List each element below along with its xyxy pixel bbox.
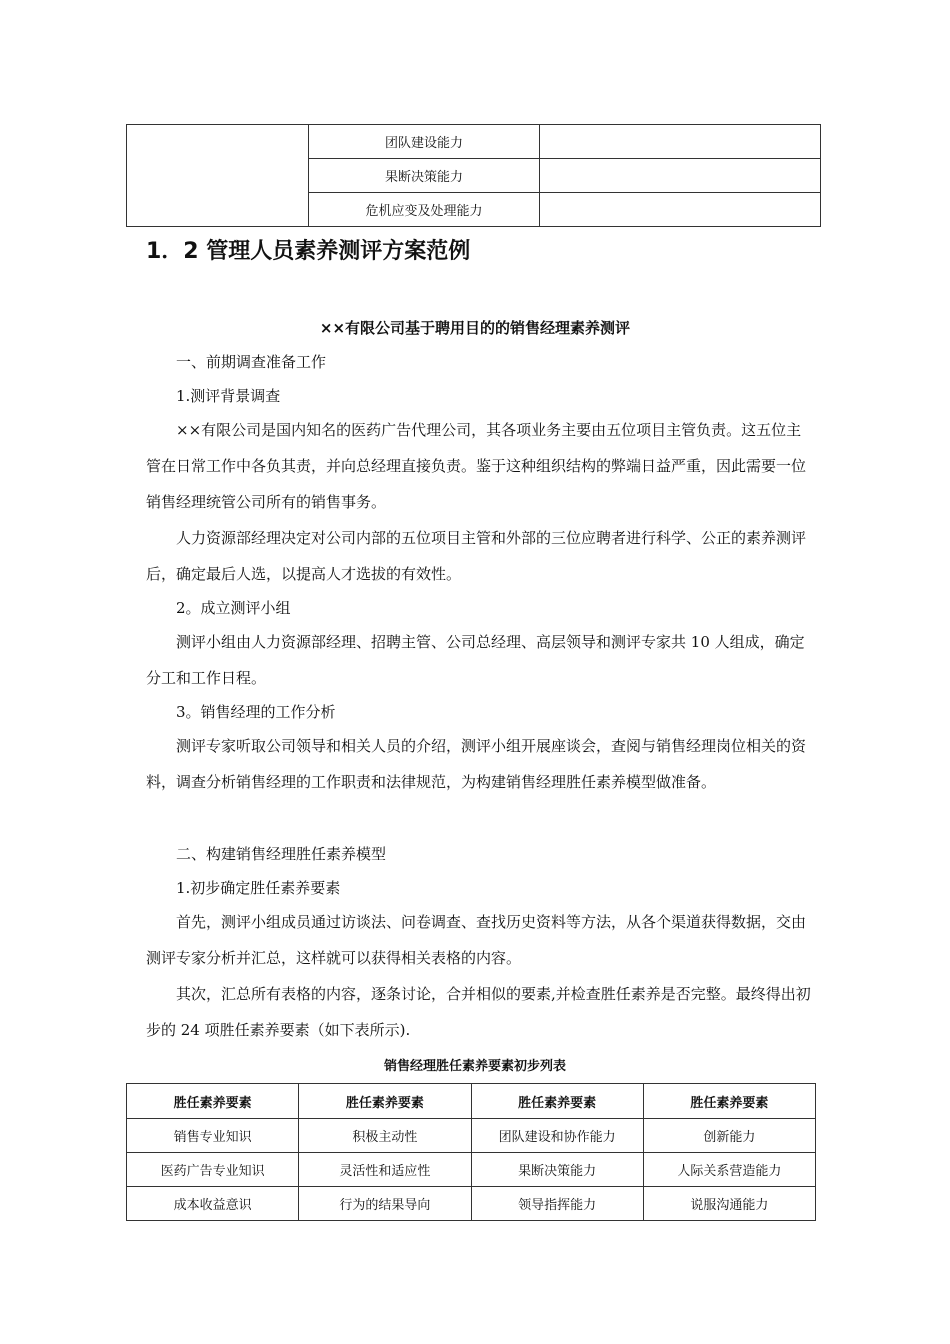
table-cell: 医药广告专业知识 xyxy=(127,1153,299,1187)
column-header: 胜任素养要素 xyxy=(643,1084,815,1119)
table-cell: 人际关系营造能力 xyxy=(643,1153,815,1187)
table-cell: 说服沟通能力 xyxy=(643,1187,815,1221)
merged-category-cell xyxy=(127,125,309,227)
document-title: ××有限公司基于聘用目的的销售经理素养测评 xyxy=(319,319,631,337)
table-cell: 领导指挥能力 xyxy=(471,1187,643,1221)
table-cell: 销售专业知识 xyxy=(127,1119,299,1153)
column-header: 胜任素养要素 xyxy=(299,1084,471,1119)
paragraph: 3。销售经理的工作分析 xyxy=(176,703,336,721)
empty-cell xyxy=(540,159,821,193)
column-header: 胜任素养要素 xyxy=(127,1084,299,1119)
paragraph: 1.测评背景调查 xyxy=(176,387,281,405)
continued-competency-table xyxy=(126,124,821,227)
table-cell: 积极主动性 xyxy=(299,1119,471,1153)
table-cell: 危机应变及处理能力 xyxy=(309,193,540,227)
table-cell: 果断决策能力 xyxy=(309,159,540,193)
paragraph: 测评专家听取公司领导和相关人员的介绍，测评小组开展座谈会，查阅与销售经理岗位相关的资料，调查分析销售经理的工作职责和法律规范，为构建销售经理胜任素养模型做准备。 xyxy=(146,737,807,791)
table-cell: 灵活性和适应性 xyxy=(299,1153,471,1187)
table-cell: 果断决策能力 xyxy=(471,1153,643,1187)
table-cell: 团队建设能力 xyxy=(309,125,540,159)
column-header: 胜任素养要素 xyxy=(471,1084,643,1119)
table-row xyxy=(127,1187,816,1221)
paragraph: 首先，测评小组成员通过访谈法、问卷调查、查找历史资料等方法，从各个渠道获得数据，交由测评专家分析并汇总，这样就可以获得相关表格的内容。 xyxy=(146,913,807,967)
table-caption: 销售经理胜任素养要素初步列表 xyxy=(383,1059,566,1074)
paragraph: 一、前期调查准备工作 xyxy=(176,353,327,371)
paragraph: 其次，汇总所有表格的内容，逐条讨论，合并相似的要素,并检查胜任素养是否完整。最终得出初步的 24 项胜任素养要素（如下表所示). xyxy=(146,985,811,1039)
empty-cell xyxy=(540,193,821,227)
paragraph: 人力资源部经理决定对公司内部的五位项目主管和外部的三位应聘者进行科学、公正的素养测评后，确定最后人选，以提高人才选拔的有效性。 xyxy=(146,529,807,583)
table-row xyxy=(127,1153,816,1187)
table-cell: 行为的结果导向 xyxy=(299,1187,471,1221)
section-heading: 1．2 管理人员素养测评方案范例 xyxy=(146,239,471,264)
paragraph: ××有限公司是国内知名的医药广告代理公司，其各项业务主要由五位项目主管负责。这五位主管在日常工作中各负其责，并向总经理直接负责。鉴于这种组织结构的弊端日益严重，因此需要一位销售经理统管公司所有的销售事务。 xyxy=(146,421,807,511)
paragraph: 测评小组由人力资源部经理、招聘主管、公司总经理、高层领导和测评专家共 10 人组成，确定分工和工作日程。 xyxy=(146,633,805,687)
table-header-row xyxy=(127,1084,816,1119)
table-row xyxy=(127,1119,816,1153)
empty-cell xyxy=(540,125,821,159)
table-cell: 创新能力 xyxy=(643,1119,815,1153)
paragraph: 2。成立测评小组 xyxy=(176,599,291,617)
competency-table xyxy=(126,1083,816,1221)
paragraph: 1.初步确定胜任素养要素 xyxy=(176,879,341,897)
table-cell: 团队建设和协作能力 xyxy=(471,1119,643,1153)
paragraph: 二、构建销售经理胜任素养模型 xyxy=(176,845,387,863)
table-cell: 成本收益意识 xyxy=(127,1187,299,1221)
